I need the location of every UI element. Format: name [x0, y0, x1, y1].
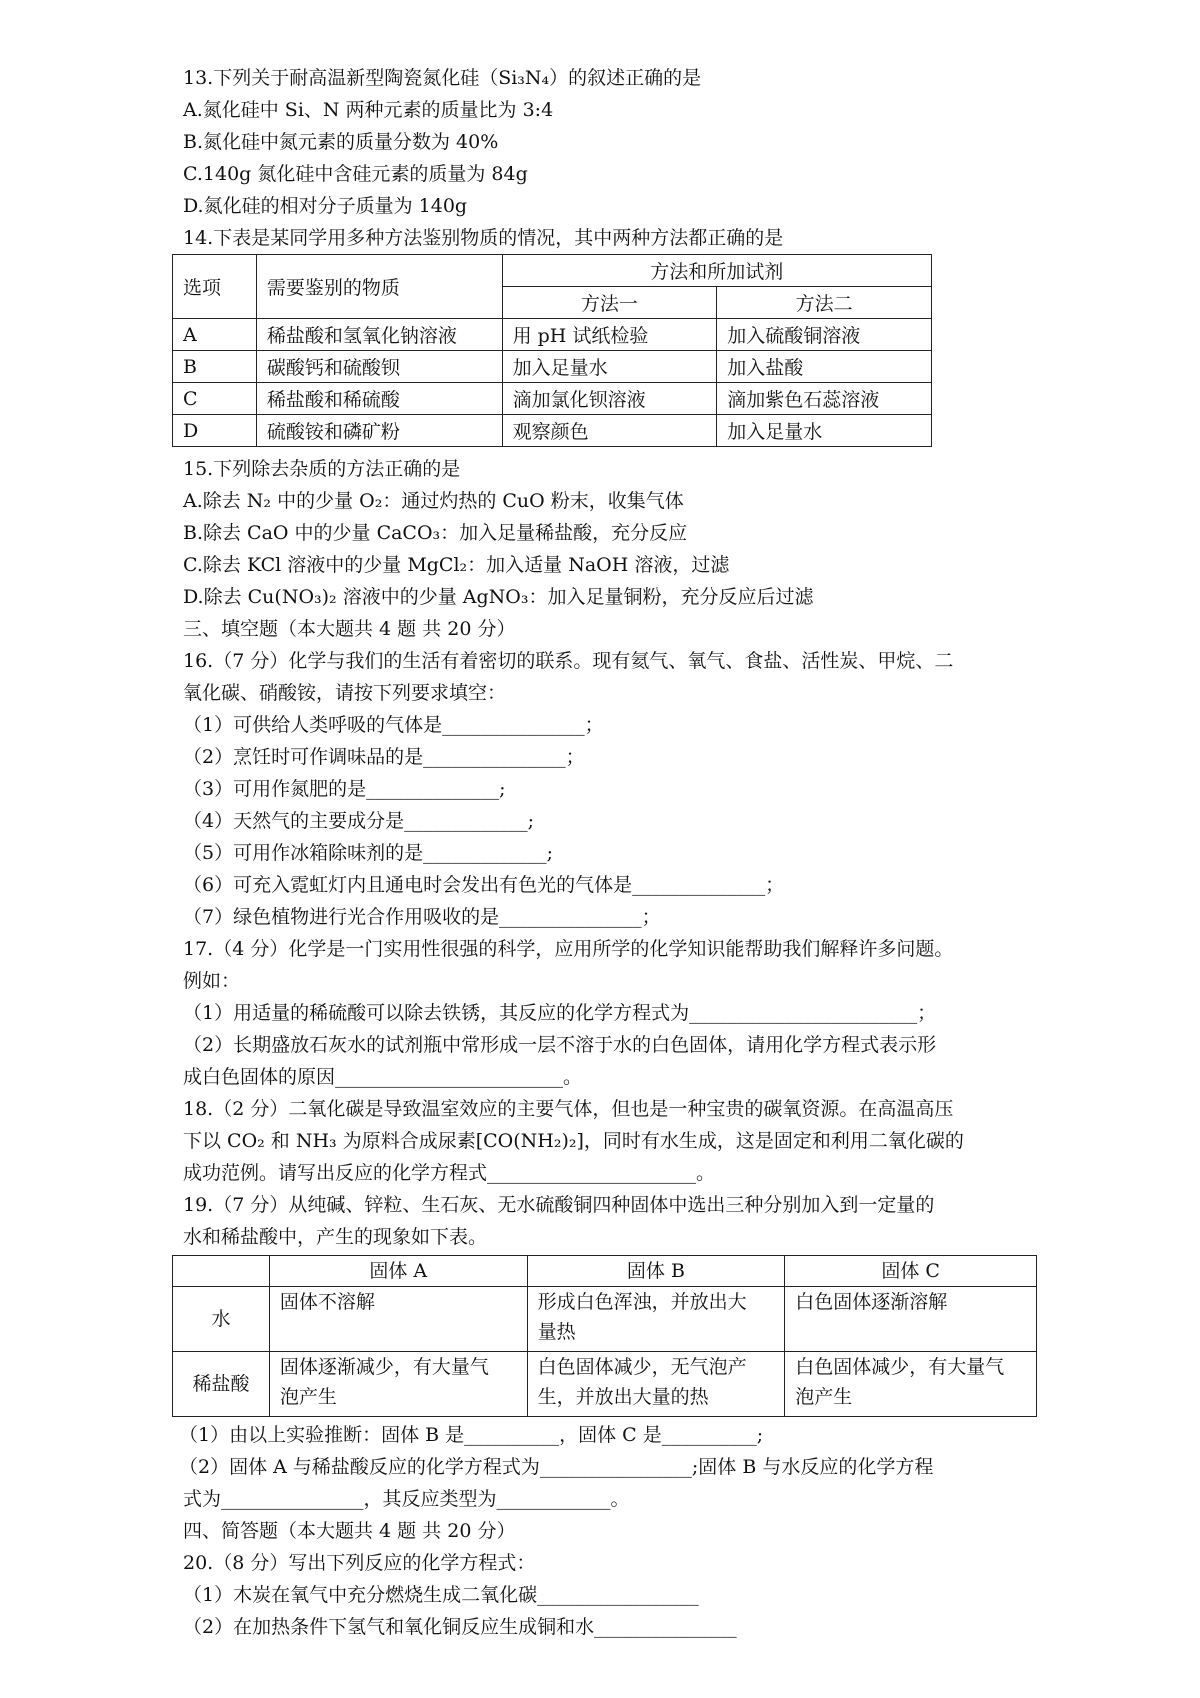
q14-cell-option: B	[173, 351, 257, 383]
q19-cell-hcl-a	[269, 1352, 527, 1417]
q17-item-2-line1: （2）长期盛放石灰水的试剂瓶中常形成一层不溶于水的白色固体，请用化学方程式表示形	[183, 1034, 937, 1056]
q19-cell-hcl-b	[527, 1352, 785, 1417]
q19-item-2-line2: 式为_______________，其反应类型为____________。	[183, 1488, 630, 1510]
q14-cell-method1: 观察颜色	[502, 415, 717, 447]
q13-option-b: B.氮化硅中氮元素的质量分数为 40%	[183, 131, 499, 153]
table-row	[173, 1352, 1037, 1417]
q17-item-1: （1）用适量的稀硫酸可以除去铁锈，其反应的化学方程式为________________________；	[183, 1002, 937, 1024]
q14-header-method2: 方法二	[717, 287, 932, 319]
q16-item-1: （1）可供给人类呼吸的气体是_______________；	[183, 714, 604, 736]
q19-cell-water-a	[269, 1287, 527, 1352]
q14-cell-method2: 滴加紫色石蕊溶液	[717, 383, 932, 415]
q19-header-solid-c: 固体 C	[785, 1256, 1037, 1287]
table-row	[173, 319, 932, 351]
q18-line2: 下以 CO₂ 和 NH₃ 为原料合成尿素[CO(NH₂)₂]，同时有水生成，这是固定和利用二氧化碳的	[183, 1130, 964, 1152]
q16-item-3: （3）可用作氮肥的是______________;	[183, 778, 506, 800]
q14-cell-method2: 加入硫酸铜溶液	[717, 319, 932, 351]
q18-line3: 成功范例。请写出反应的化学方程式______________________。	[183, 1162, 716, 1184]
q15-option-d: D.除去 Cu(NO₃)₂ 溶液中的少量 AgNO₃：加入足量铜粉，充分反应后过滤	[183, 586, 814, 608]
q15-option-a: A.除去 N₂ 中的少量 O₂：通过灼热的 CuO 粉末，收集气体	[183, 490, 684, 512]
q13-option-d: D.氮化硅的相对分子质量为 140g	[183, 195, 468, 217]
cell-text: 白色固体减少，无气泡产	[537, 1356, 747, 1378]
section-4-heading: 四、简答题（本大题共 4 题 共 20 分）	[183, 1520, 516, 1542]
q20-stem: 20.（8 分）写出下列反应的化学方程式：	[183, 1552, 536, 1574]
table-row	[173, 351, 932, 383]
q14-cell-option: D	[173, 415, 257, 447]
q19-row-label-hcl: 稀盐酸	[173, 1352, 270, 1417]
q16-item-2: （2）烹饪时可作调味品的是_______________；	[183, 746, 585, 768]
q14-cell-substance: 稀盐酸和稀硫酸	[256, 383, 502, 415]
q13-option-c: C.140g 氮化硅中含硅元素的质量为 84g	[183, 163, 528, 185]
cell-text: 泡产生	[279, 1386, 337, 1408]
q14-stem: 14.下表是某同学用多种方法鉴别物质的情况，其中两种方法都正确的是	[183, 227, 784, 249]
q19-table	[172, 1255, 1037, 1417]
q15-option-c: C.除去 KCl 溶液中的少量 MgCl₂：加入适量 NaOH 溶液，过滤	[183, 554, 730, 576]
q19-row-label-water: 水	[173, 1287, 270, 1352]
q19-header-solid-b: 固体 B	[527, 1256, 785, 1287]
table-row	[173, 383, 932, 415]
cell-text: 白色固体逐渐溶解	[795, 1291, 948, 1313]
q14-cell-option: A	[173, 319, 257, 351]
q19-item-2-line1: （2）固体 A 与稀盐酸反应的化学方程式为________________;固体 B 与水反应的化学方程	[179, 1456, 934, 1478]
q14-cell-substance: 碳酸钙和硫酸钡	[256, 351, 502, 383]
q14-cell-method1: 加入足量水	[502, 351, 717, 383]
q14-header-option: 选项	[173, 255, 257, 319]
q20-item-1: （1）木炭在氧气中充分燃烧生成二氧化碳_________________	[183, 1584, 699, 1606]
q14-cell-method2: 加入盐酸	[717, 351, 932, 383]
q19-cell-water-c	[785, 1287, 1037, 1352]
q16-item-4: （4）天然气的主要成分是_____________;	[183, 810, 534, 832]
q14-cell-option: C	[173, 383, 257, 415]
q13-stem: 13.下列关于耐高温新型陶瓷氮化硅（Si₃N₄）的叙述正确的是	[183, 67, 702, 89]
table-row	[173, 1287, 1037, 1352]
cell-text: 固体不溶解	[279, 1291, 375, 1313]
q17-stem-line2: 例如：	[183, 970, 241, 992]
cell-text: 泡产生	[795, 1386, 853, 1408]
q16-item-5: （5）可用作冰箱除味剂的是_____________;	[183, 842, 553, 864]
table-row	[173, 415, 932, 447]
q19-cell-hcl-c	[785, 1352, 1037, 1417]
q17-stem-line1: 17.（4 分）化学是一门实用性很强的科学，应用所学的化学知识能帮助我们解释许多问题。	[183, 938, 954, 960]
q19-cell-water-b	[527, 1287, 785, 1352]
cell-text: 白色固体减少，有大量气	[795, 1356, 1005, 1378]
q19-line2: 水和稀盐酸中，产生的现象如下表。	[183, 1226, 488, 1248]
section-3-heading: 三、填空题（本大题共 4 题 共 20 分）	[183, 618, 516, 640]
cell-text: 形成白色浑浊，并放出大	[537, 1291, 747, 1313]
q14-cell-substance: 稀盐酸和氢氧化钠溶液	[256, 319, 502, 351]
q13-option-a: A.氮化硅中 Si、N 两种元素的质量比为 3:4	[183, 99, 554, 121]
q14-cell-method1: 滴加氯化钡溶液	[502, 383, 717, 415]
q14-header-substance: 需要鉴别的物质	[256, 255, 502, 319]
q18-line1: 18.（2 分）二氧化碳是导致温室效应的主要气体，但也是一种宝贵的碳氧资源。在高温高压	[183, 1098, 954, 1120]
cell-text: 量热	[537, 1321, 576, 1343]
cell-text: 生，并放出大量的热	[537, 1386, 709, 1408]
q19-line1: 19.（7 分）从纯碱、锌粒、生石灰、无水硫酸铜四种固体中选出三种分别加入到一定量的	[183, 1194, 935, 1216]
q16-item-6: （6）可充入霓虹灯内且通电时会发出有色光的气体是______________；	[183, 874, 785, 896]
cell-text: 固体逐渐减少，有大量气	[279, 1356, 489, 1378]
q14-cell-method2: 加入足量水	[717, 415, 932, 447]
q14-header-method: 方法和所加试剂	[502, 255, 931, 287]
q16-item-7: （7）绿色植物进行光合作用吸收的是_______________；	[183, 906, 661, 928]
q14-cell-method1: 用 pH 试纸检验	[502, 319, 717, 351]
q19-item-1: （1）由以上实验推断：固体 B 是__________，固体 C 是__________;	[179, 1424, 764, 1446]
q16-stem-line2: 氧化碳、硝酸铵，请按下列要求填空：	[183, 682, 507, 704]
q15-option-b: B.除去 CaO 中的少量 CaCO₃：加入足量稀盐酸，充分反应	[183, 522, 688, 544]
q14-table	[172, 254, 932, 447]
q15-stem: 15.下列除去杂质的方法正确的是	[183, 458, 461, 480]
q17-item-2-line2: 成白色固体的原因________________________。	[183, 1066, 583, 1088]
q19-header-solid-a: 固体 A	[269, 1256, 527, 1287]
q20-item-2: （2）在加热条件下氢气和氧化铜反应生成铜和水_______________	[183, 1616, 737, 1638]
q14-header-method1: 方法一	[502, 287, 717, 319]
q14-cell-substance: 硫酸铵和磷矿粉	[256, 415, 502, 447]
q19-header-empty	[173, 1256, 270, 1287]
q16-stem-line1: 16.（7 分）化学与我们的生活有着密切的联系。现有氦气、氧气、食盐、活性炭、甲烷、二	[183, 650, 954, 672]
